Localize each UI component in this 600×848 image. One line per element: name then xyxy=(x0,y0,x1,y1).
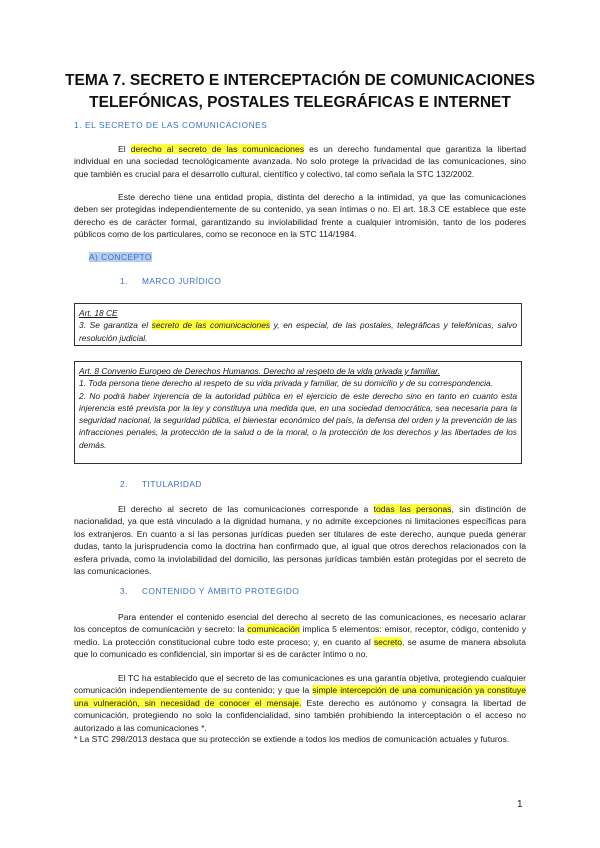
paragraph-6: * La STC 298/2013 destaca que su protección se extiende a todos los medios de comunicación actuales y futuros. xyxy=(74,734,510,744)
highlight-derecho: derecho al secreto de las comunicaciones xyxy=(130,144,305,154)
paragraph-5: El TC ha establecido que el secreto de las comunicaciones es una garantía objetiva, protegiendo cualquier comunicación independientemente de su contenido; y que la simple intercepción de una comunicación ya constituye una vulneración, sin necesidad de conocer el mensaje. Este derecho es autónomo y consagra la libertad de comunicación, protegiendo no solo la confidencialidad, sino también prohibiendo la interceptación o el acceso no autorizado a las comunicaciones *. xyxy=(74,673,527,733)
document-title xyxy=(60,70,540,114)
title-line-1: TEMA 7. SECRETO E INTERCEPTACIÓN DE COMUNICACIONES xyxy=(65,72,535,89)
page-number: 1 xyxy=(517,799,523,810)
box-paragraph-1: 1. Toda persona tiene derecho al respeto de su vida privada y familiar, de su domicilio y de su correspondencia. xyxy=(79,378,494,389)
subheading-titularidad: 2. TITULARIDAD xyxy=(120,479,202,489)
highlight-secreto-2: secreto xyxy=(373,636,403,647)
paragraph-2: Este derecho tiene una entidad propia, distinta del derecho a la intimidad, ya que las comunicaciones deben ser protegidas independientemente de su contenido, ya sean íntimas o no. El art. 18.3 CE establece que este derecho es de carácter formal, garantizando su inviolabilidad frente a cualquier intromisión, tanto de los poderes públicos como de los particulares, como se reconoce en la STC 114/1984. xyxy=(74,192,526,240)
box-paragraph-2: 2. No podrá haber injerencia de la autoridad pública en el ejercicio de este derecho sino en tanto en cuanto esta injerencia esté prevista por la ley y constituya una medida que, en una sociedad democrática, sea necesaria para la seguridad nacional, la seguridad pública, el bienestar económico del país, la defensa del orden y la prevención de las infracciones penales, la protección de la salud o de la moral, o la protección de los derechos y las libertades de los demás. xyxy=(79,390,517,450)
highlight-personas: todas las personas xyxy=(373,504,452,514)
subheading-a-concepto xyxy=(89,252,152,262)
paragraph-4: Para entender el contenido esencial del derecho al secreto de las comunicaciones, es necesario aclarar los conceptos de comunicación y secreto: la comunicación implica 5 elementos: emisor, receptor, código, contenido y medio. La protección constitucional cubre todo este proceso; y, en cuanto al secreto, se asume de manera absoluta que lo comunicado es confidencial, sin importar si es de carácter íntimo o no. xyxy=(74,612,526,660)
subheading-contenido: 3. CONTENIDO Y ÁMBITO PROTEGIDO xyxy=(120,586,300,596)
paragraph-1: El derecho al secreto de las comunicaciones es un derecho fundamental que garantiza la libertad individual en una sociedad tecnológicamente avanzada. No solo protege la privacidad de las comunicaciones, sino que también es crucial para el desarrollo cultural, científico y colectivo, tal como señala la STC 132/2002. xyxy=(74,144,526,179)
quote-box-art18 xyxy=(74,303,522,346)
subheading-marco-juridico: 1. MARCO JURÍDICO xyxy=(120,276,222,286)
box-heading: Art. 18 CE xyxy=(79,308,118,318)
paragraph-3: El derecho al secreto de las comunicaciones corresponde a todas las personas, sin distinción de nacionalidad, ya que está vinculado a la dignidad humana, y no admite excepciones ni limitaciones específicas para los extranjeros. En cuanto a si las personas jurídicas pueden ser titulares de este derecho, aunque pueda generar dudas, tanto la jurisprudencia como la doctrina han confirmado que, al igual que otros derechos relacionados con la esfera privada, como la inviolabilidad del domicilio, las personas jurídicas también están protegidas por el secreto de las comunicaciones. xyxy=(74,504,526,577)
title-line-2: TELEFÓNICAS, POSTALES TELEGRÁFICAS E INTERNET xyxy=(89,94,511,111)
quote-box-cedh xyxy=(74,361,522,464)
box-text: 3. Se garantiza el secreto de las comunicaciones y, en especial, de las postales, telegráficas y telefónicas, salvo resolución judicial. xyxy=(79,320,517,343)
section-heading-1: 1. EL SECRETO DE LAS COMUNICACIONES xyxy=(74,120,268,130)
selected-text: A) CONCEPTO xyxy=(89,252,152,262)
highlight-secreto: secreto de las comunicaciones xyxy=(151,320,271,331)
highlight-interceptacion: simple intercepción de una comunicación ya constituye una vulneración, sin necesidad de conocer el mensaje. xyxy=(74,685,526,708)
highlight-comunicacion: comunicación xyxy=(247,624,300,635)
box-heading: Art. 8 Convenio Europeo de Derechos Humanos. Derecho al respeto de la vida privada y familiar. xyxy=(79,366,440,376)
